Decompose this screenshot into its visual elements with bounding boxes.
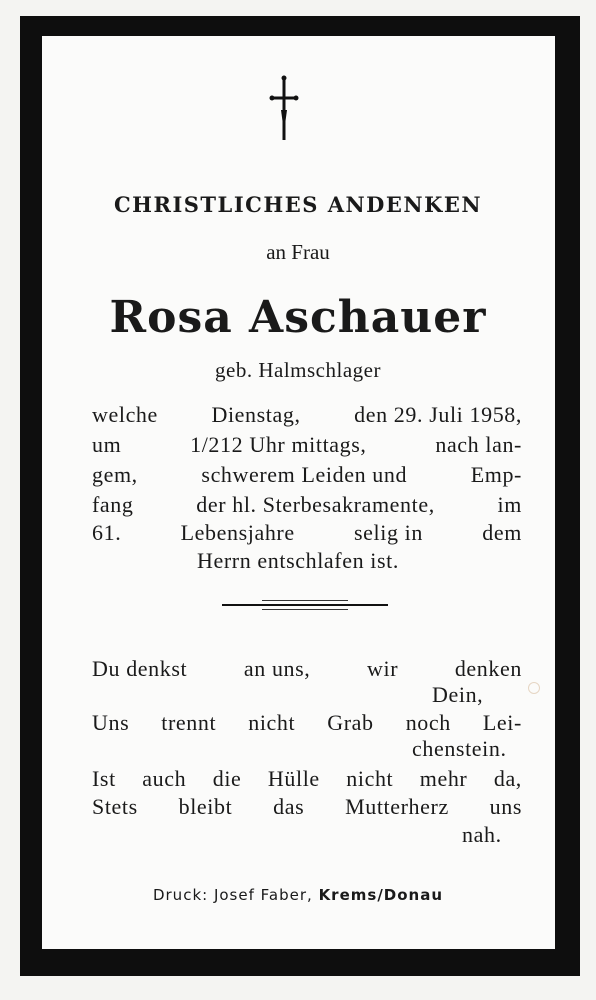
- text-line-3: [92, 462, 522, 488]
- dedication-line: an Frau: [266, 240, 330, 264]
- word: den 29. Juli 1958,: [354, 402, 522, 427]
- word: bleibt: [178, 794, 233, 819]
- poem-line-2b: chenstein.: [412, 736, 507, 761]
- text-line-2: [92, 432, 522, 458]
- word: Lei-: [482, 710, 522, 735]
- word: an uns,: [243, 656, 311, 681]
- printer-place: Krems/Donau: [318, 886, 444, 904]
- word: dem: [482, 520, 522, 545]
- word: der hl. Sterbesakramente,: [196, 492, 435, 517]
- word: Grab: [327, 710, 374, 735]
- word: Hülle: [267, 766, 320, 791]
- word: trennt: [161, 710, 217, 735]
- word: mehr: [419, 766, 468, 791]
- word: auch: [142, 766, 187, 791]
- paper-stain: [528, 682, 540, 694]
- card-title: CHRISTLICHES ANDENKEN: [113, 192, 483, 217]
- word: fang: [92, 492, 134, 517]
- word: welche: [92, 402, 158, 427]
- maiden-name: geb. Halmschlager: [215, 358, 381, 382]
- word: nicht: [346, 766, 394, 791]
- poem-line-1: [92, 656, 522, 682]
- word: Uns: [92, 710, 130, 735]
- cross-icon: [264, 70, 304, 150]
- text-line-5: [92, 520, 522, 546]
- word: Mutterherz: [345, 794, 449, 819]
- word: denken: [454, 656, 522, 681]
- printer-line: [0, 886, 596, 904]
- word: schwerem Leiden und: [201, 462, 408, 487]
- word: 61.: [92, 520, 122, 545]
- poem-line-3: [92, 766, 522, 792]
- word: noch: [405, 710, 451, 735]
- word: selig in: [354, 520, 423, 545]
- word: gem,: [92, 462, 138, 487]
- word: die: [212, 766, 242, 791]
- word: 1/212 Uhr mittags,: [190, 432, 367, 457]
- text-line-4: [92, 492, 522, 518]
- printer-name: Druck: Josef Faber,: [152, 886, 313, 904]
- word: Dienstag,: [211, 402, 301, 427]
- poem-line-4b: nah.: [462, 822, 502, 847]
- poem-line-4: [92, 794, 522, 820]
- word: im: [497, 492, 522, 517]
- word: um: [92, 432, 122, 457]
- poem-line-2: [92, 710, 522, 736]
- word: Ist: [92, 766, 116, 791]
- word: nach lan-: [435, 432, 522, 457]
- word: Lebensjahre: [180, 520, 295, 545]
- text-line-1: [92, 402, 522, 428]
- poem-line-1b: Dein,: [432, 682, 484, 707]
- word: Emp-: [470, 462, 522, 487]
- word: wir: [367, 656, 399, 681]
- ornamental-divider: [222, 598, 388, 612]
- word: da,: [493, 766, 522, 791]
- word: das: [273, 794, 305, 819]
- word: uns: [489, 794, 522, 819]
- word: Du denkst: [92, 656, 188, 681]
- text-line-6: Herrn entschlafen ist.: [197, 548, 399, 573]
- word: Stets: [92, 794, 138, 819]
- deceased-name: Rosa Aschauer: [109, 292, 487, 343]
- word: nicht: [248, 710, 296, 735]
